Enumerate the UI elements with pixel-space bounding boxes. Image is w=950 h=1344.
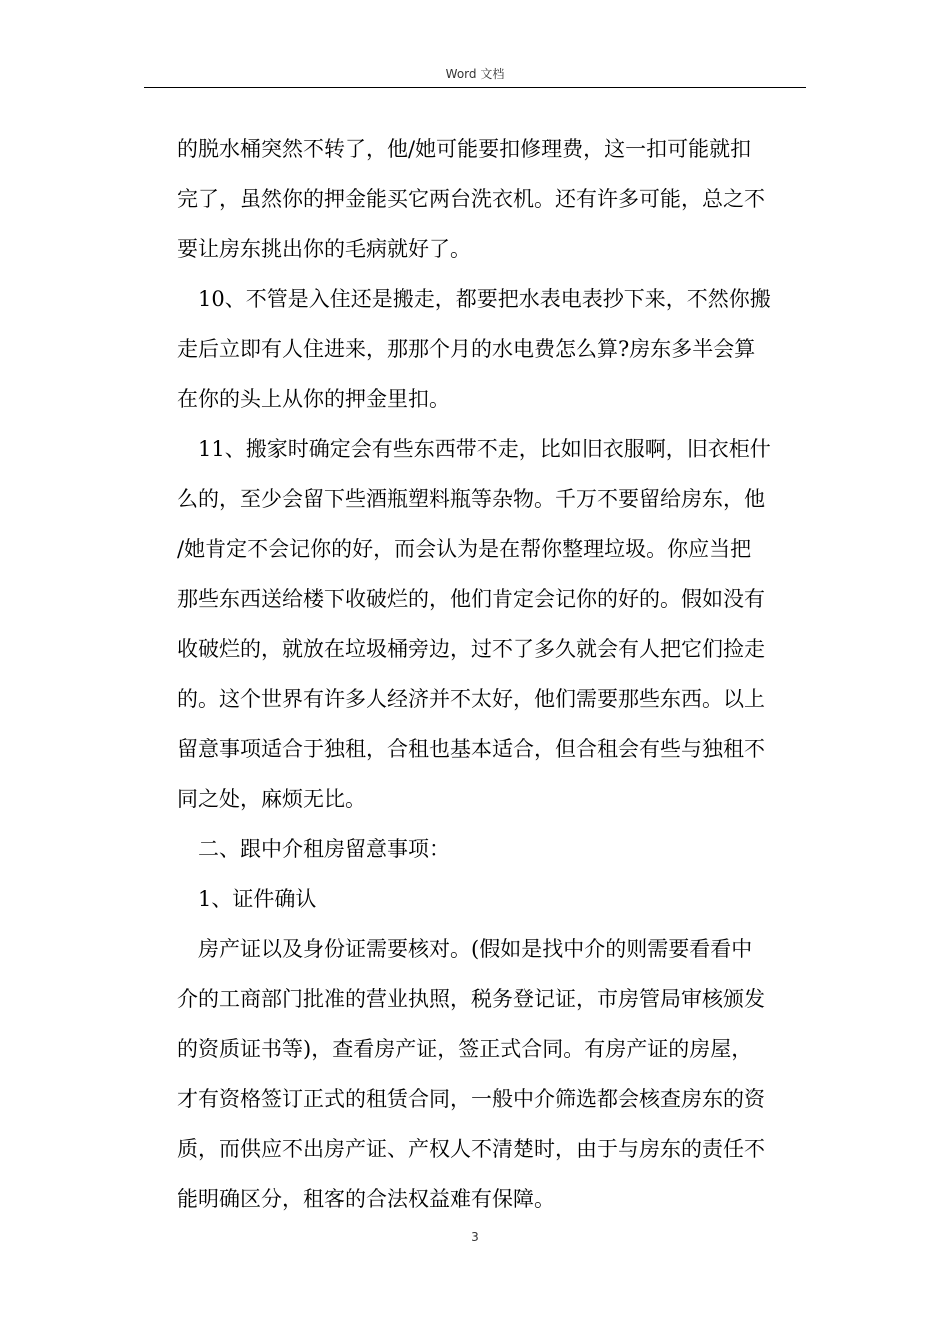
text-line: 介的工商部门批准的营业执照，税务登记证，市房管局审核颁发 [177, 987, 765, 1011]
document-body [177, 124, 807, 1224]
text-line: 1、证件确认 [198, 887, 317, 911]
text-line: 能明确区分，租客的合法权益难有保障。 [177, 1187, 555, 1211]
text-line: 11、搬家时确定会有些东西带不走，比如旧衣服啊，旧衣柜什 [198, 437, 771, 461]
header-divider [144, 87, 806, 88]
text-line: 走后立即有人住进来，那那个月的水电费怎么算?房东多半会算 [177, 337, 756, 361]
text-line: 二、跟中介租房留意事项： [198, 837, 450, 861]
text-line: 么的，至少会留下些酒瓶塑料瓶等杂物。千万不要留给房东，他 [177, 487, 765, 511]
text-line: 在你的头上从你的押金里扣。 [177, 387, 450, 411]
text-line: 同之处，麻烦无比。 [177, 787, 366, 811]
text-line: 要让房东挑出你的毛病就好了。 [177, 237, 471, 261]
text-line: 留意事项适合于独租，合租也基本适合，但合租会有些与独租不 [177, 737, 765, 761]
page-number: 3 [471, 1230, 479, 1244]
text-line: 收破烂的，就放在垃圾桶旁边，过不了多久就会有人把它们捡走 [177, 637, 765, 661]
text-line: 质，而供应不出房产证、产权人不清楚时，由于与房东的责任不 [177, 1137, 765, 1161]
header-title: Word 文档 [445, 67, 505, 81]
text-line: 房产证以及身份证需要核对。(假如是找中介的则需要看看中 [198, 937, 753, 961]
text-line: 的脱水桶突然不转了，他/她可能要扣修理费，这一扣可能就扣 [177, 137, 752, 161]
text-line: 完了，虽然你的押金能买它两台洗衣机。还有许多可能，总之不 [177, 187, 765, 211]
text-line: 才有资格签订正式的租赁合同，一般中介筛选都会核查房东的资 [177, 1087, 765, 1111]
text-line: 那些东西送给楼下收破烂的，他们肯定会记你的好的。假如没有 [177, 587, 765, 611]
text-line: 10、不管是入住还是搬走，都要把水表电表抄下来，不然你搬 [198, 287, 771, 311]
text-line: 的资质证书等)，查看房产证，签正式合同。有房产证的房屋， [177, 1037, 753, 1061]
text-line: /她肯定不会记你的好，而会认为是在帮你整理垃圾。你应当把 [177, 537, 752, 561]
text-line: 的。这个世界有许多人经济并不太好，他们需要那些东西。以上 [177, 687, 765, 711]
